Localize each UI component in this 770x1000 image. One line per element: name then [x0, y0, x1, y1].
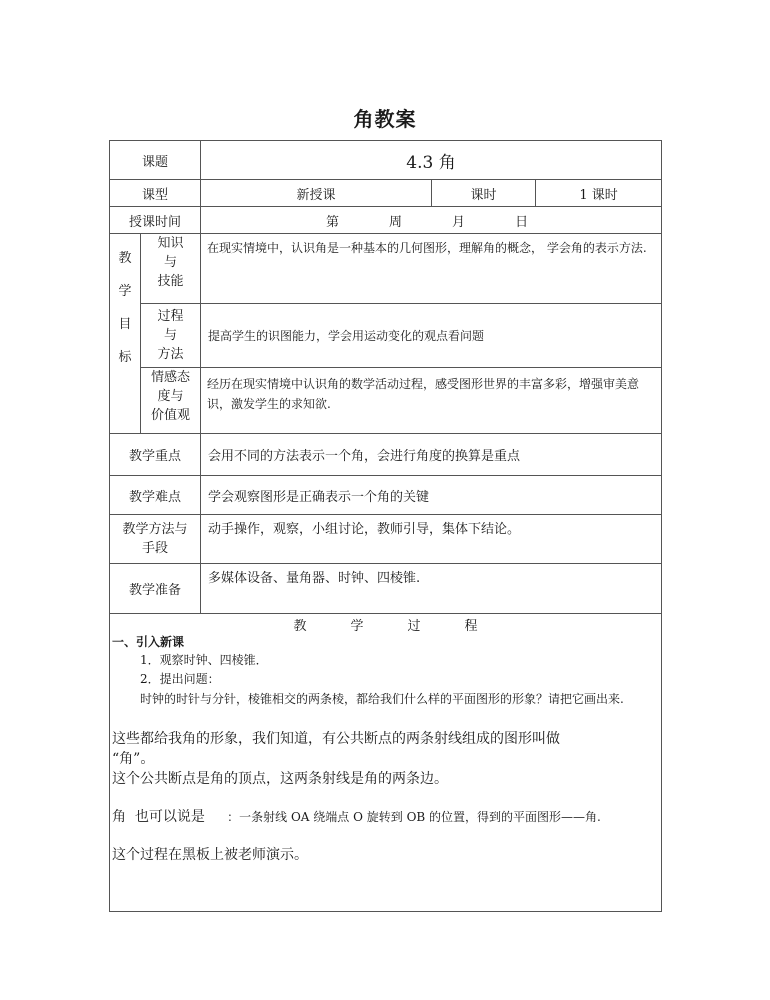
row-topic: [110, 141, 662, 180]
heading-char: 教: [293, 619, 307, 634]
heading-char: 程: [464, 619, 478, 634]
label-line: 知识: [157, 236, 184, 251]
row-preparation: [110, 564, 662, 614]
paragraph-1-line-2: “角”。: [112, 751, 155, 767]
topic-label: 课题: [110, 141, 201, 180]
heading-char: 学: [350, 619, 364, 634]
type-label: 课型: [110, 180, 201, 207]
time-month: 月: [452, 214, 466, 230]
paragraph-2: 这个公共断点是角的顶点，这两条射线是角的两条边。: [112, 771, 448, 787]
methods-content: 动手操作，观察，小组讨论，教师引导，集体下结论。: [201, 515, 662, 564]
time-value: [201, 207, 662, 234]
hours-value: 1 课时: [536, 180, 662, 207]
label-line: 与: [164, 328, 178, 343]
process-heading: [110, 614, 661, 634]
section-title: 一、引入新课: [112, 635, 185, 649]
label-line: 价值观: [151, 408, 191, 423]
hours-label: 课时: [432, 180, 536, 207]
difficulty-label: 教学难点: [110, 476, 201, 515]
objectives-char: 教: [118, 251, 132, 266]
objective-content-knowledge: 在现实情境中，认识角是一种基本的几何图形，理解角的概念， 学会角的表示方法.: [201, 234, 662, 304]
label-line: 过程: [157, 309, 184, 324]
document-title: 角教案: [353, 107, 417, 131]
objectives-group-label: [110, 234, 141, 434]
row-objective-attitude: [110, 368, 662, 434]
time-week-prefix: 第: [326, 214, 340, 230]
objectives-char: 学: [118, 284, 132, 299]
difficulty-content: 学会观察图形是正确表示一个角的关键: [201, 476, 662, 515]
methods-label: [110, 515, 201, 564]
definition-prefix: 角 也可以说是: [112, 809, 228, 825]
row-time: [110, 207, 662, 234]
step-2: 2．提出问题：: [140, 672, 220, 686]
time-label: 授课时间: [110, 207, 201, 234]
label-line: 度与: [157, 389, 184, 404]
type-value: 新授课: [201, 180, 432, 207]
focus-content: 会用不同的方法表示一个角，会进行角度的换算是重点: [201, 434, 662, 476]
lesson-plan-table: [109, 140, 662, 912]
objective-content-attitude: 经历在现实情境中认识角的数学活动过程，感受图形世界的丰富多彩，增强审美意识，激发学生的求知欲.: [201, 368, 662, 434]
time-day: 日: [515, 214, 529, 230]
row-process: [110, 614, 662, 912]
row-focus: [110, 434, 662, 476]
preparation-label: 教学准备: [110, 564, 201, 614]
focus-label: 教学重点: [110, 434, 201, 476]
label-line: 与: [164, 255, 178, 270]
objectives-char: 标: [118, 350, 132, 365]
paragraph-1-line-1: 这些都给我角的形象，我们知道，有公共断点的两条射线组成的图形叫做: [112, 731, 560, 747]
label-line: 情感态: [151, 370, 191, 385]
row-objective-process: [110, 304, 662, 368]
row-type: [110, 180, 662, 207]
objective-label-knowledge: [141, 234, 201, 304]
heading-char: 过: [407, 619, 421, 634]
preparation-content: 多媒体设备、量角器、时钟、四棱锥.: [201, 564, 662, 614]
row-methods: [110, 515, 662, 564]
topic-value: 4.3 角: [201, 141, 662, 180]
row-difficulty: [110, 476, 662, 515]
label-line: 手段: [142, 541, 169, 556]
objective-label-process: [141, 304, 201, 368]
objective-content-process: 提高学生的识图能力，学会用运动变化的观点看问题: [201, 304, 662, 368]
step-1: 1．观察时钟、四棱锥．: [140, 653, 268, 667]
paragraph-3: 这个过程在黑板上被老师演示。: [112, 847, 308, 863]
process-cell: [110, 614, 662, 912]
definition-line: [110, 807, 661, 827]
label-line: 方法: [157, 347, 184, 362]
objective-label-attitude: [141, 368, 201, 434]
row-objective-knowledge: [110, 234, 662, 304]
label-line: 教学方法与: [122, 522, 188, 537]
definition-text: ：一条射线 OA 绕端点 O 旋转到 OB 的位置，得到的平面图形——角.: [227, 810, 601, 824]
time-week: 周: [389, 214, 403, 230]
label-line: 技能: [157, 274, 184, 289]
question-text: 时钟的时针与分针，棱锥相交的两条棱，都给我们什么样的平面图形的形象？请把它画出来.: [140, 692, 624, 706]
objectives-char: 目: [118, 317, 132, 332]
